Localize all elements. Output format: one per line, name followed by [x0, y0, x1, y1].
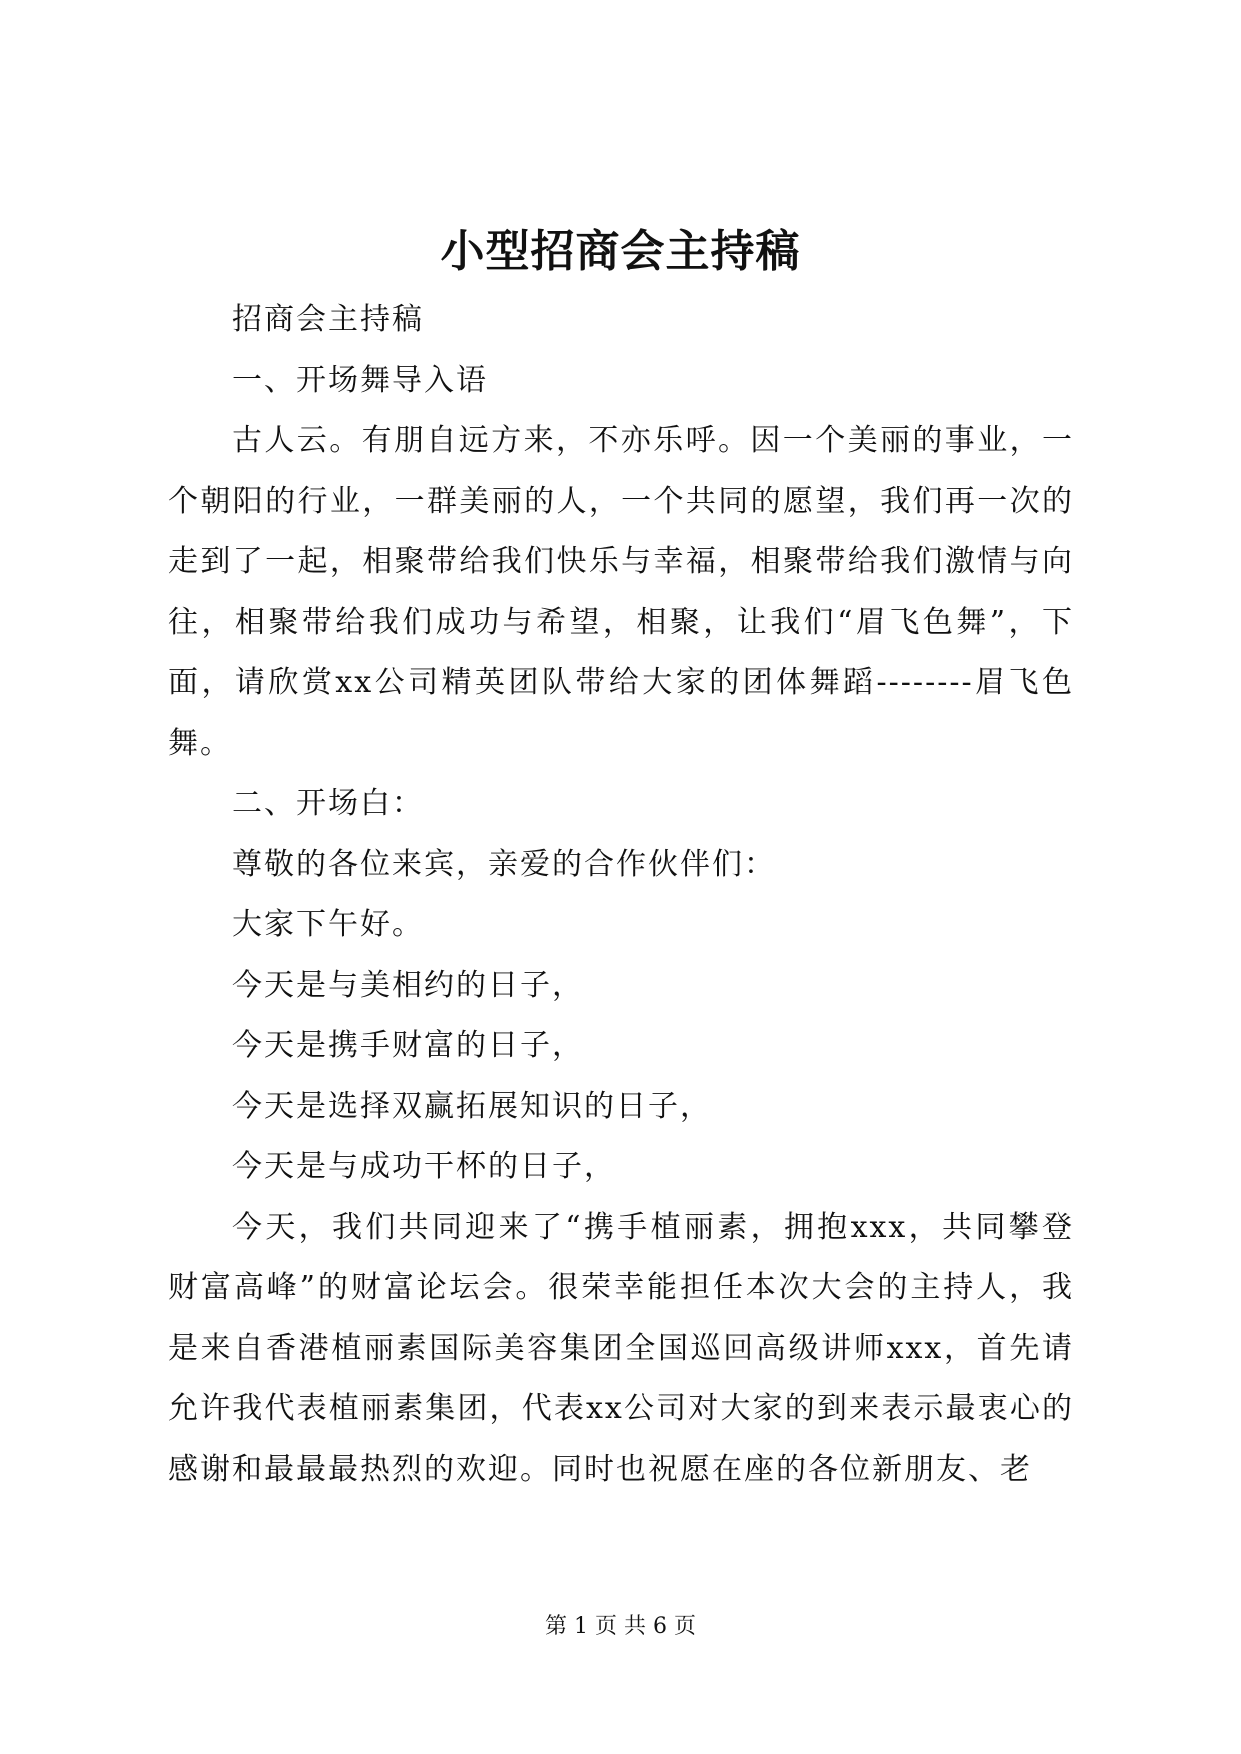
paragraph-8: 今天是携手财富的日子， — [232, 1028, 584, 1063]
page-footer: 第 1 页 共 6 页 — [545, 1614, 696, 1639]
paragraph-11: 今天，我们共同迎来了“携手植丽素，拥抱xxx，共同攀登财富高峰”的财富论坛会。很荣幸能担任本次大会的主持人，我是来自香港植丽素国际美容集团全国巡回高级讲师xxx，首先请允许我代表植丽素集团，代表xx公司对大家的到来表示最衷心的感谢和最最最热烈的欢迎。同时也祝愿在座的各位新朋友、老 — [168, 1209, 1074, 1487]
paragraph-2: 一、开场舞导入语 — [232, 362, 488, 398]
document-body — [168, 290, 1074, 1500]
paragraph-3: 古人云。有朋自远方来，不亦乐呼。因一个美丽的事业，一个朝阳的行业，一群美丽的人，一个共同的愿望，我们再一次的走到了一起，相聚带给我们快乐与幸福，相聚带给我们激情与向往，相聚带给我们成功与希望，相聚，让我们“眉飞色舞”，下面，请欣赏xx公司精英团队带给大家的团体舞蹈--------眉飞色舞。 — [168, 423, 1074, 761]
document-title: 小型招商会主持稿 — [440, 226, 801, 277]
paragraph-1: 招商会主持稿 — [232, 302, 424, 337]
paragraph-10: 今天是与成功干杯的日子， — [232, 1149, 616, 1184]
paragraph-9: 今天是选择双赢拓展知识的日子， — [232, 1088, 712, 1124]
paragraph-4: 二、开场白： — [232, 786, 424, 821]
paragraph-5: 尊敬的各位来宾，亲爱的合作伙伴们： — [232, 846, 776, 882]
paragraph-7: 今天是与美相约的日子， — [232, 967, 584, 1003]
paragraph-6: 大家下午好。 — [232, 907, 424, 942]
